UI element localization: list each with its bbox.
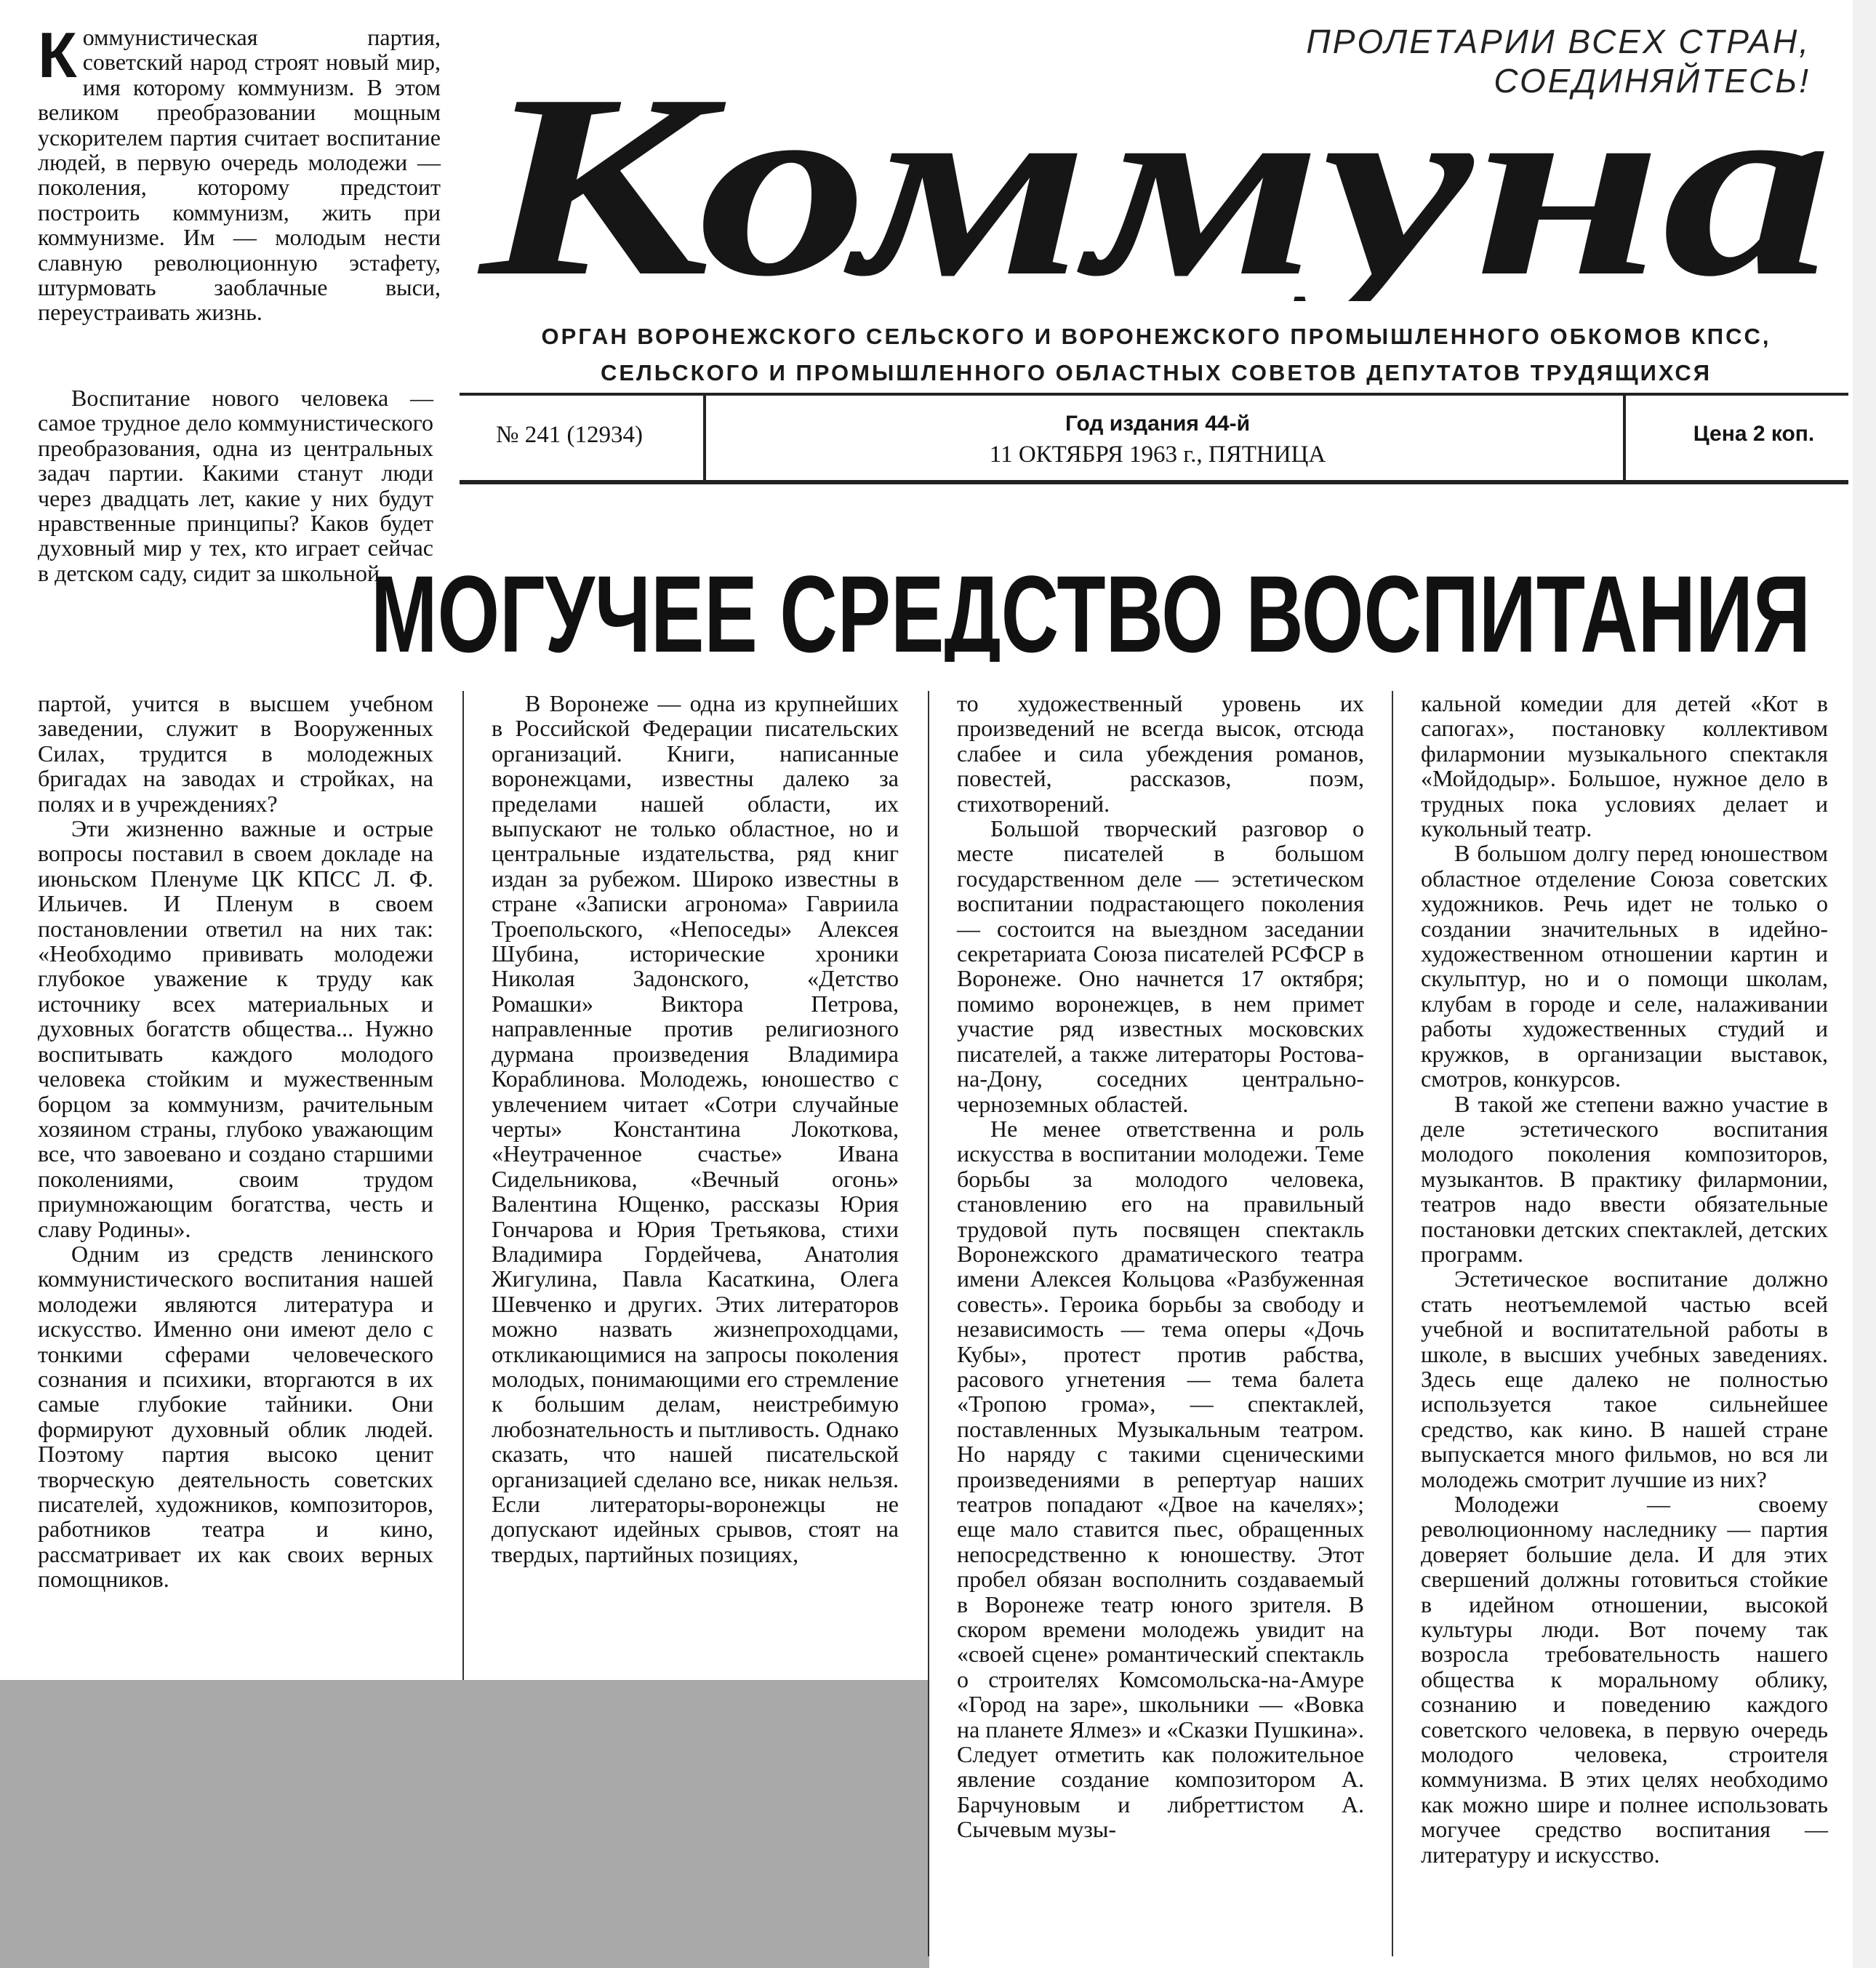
publisher-line-1: ОРГАН ВОРОНЕЖСКОГО СЕЛЬСКОГО И ВОРОНЕЖСКОГО ПРОМЫШЛЕННОГО ОБКОМОВ КПСС, — [541, 324, 1771, 349]
headline-text: МОГУЧЕЕ СРЕДСТВО ВОСПИТАНИЯ — [371, 560, 1811, 662]
article-column-4 — [1421, 691, 1828, 1867]
article-paragraph: Молодежи — своему революционному наследнику — партия доверяет большие дела. И для этих свершений должны готовиться стойкие в идейном отношении, высокой культуры люди. Вот почему так возросла требовательность нашего общества к моральному облику, сознанию и поведению каждого советского человека, в первую очередь молодого человека, строителя коммунизма. В этих целях необходимо как можно шире и полнее использовать могучее средство воспитания — литературу и искусство. — [1421, 1491, 1828, 1868]
article-paragraph: кальной комедии для детей «Кот в сапогах», постановку коллективом филармонии музыкального спектакля «Мойдодыр». Большое, нужное дело в трудных пока условиях делает и кукольный театр. — [1421, 690, 1828, 842]
article-paragraph: Не менее ответственна и роль искусства в воспитании молодежи. Теме борьбы за молодого человека, становлению его на правильный трудовой путь посвящен спектакль Воронежского драматического театра имени Алексея Кольцова «Разбуженная совесть». Героика борьбы за свободу и независимость — тема оперы «Дочь Кубы», протест против рабства, расового угнетения — тема балета «Тропою грома», — спектаклей, поставленных Музыкальным театром. Но наряду с такими сценическими произведениями в репертуар наших театров попадают «Двое на качелях»; еще мало ставится пьес, обращенных непосредственно к юношеству. Этот пробел обязан восполнить создаваемый в Воронеже театр юного зрителя. В скором времени молодежь увидит на «своей сцене» романтический спектакль о строителях Комсомольска-на-Амуре «Город на заре», школьники — «Вовка на планете Ялмез» и «Сказки Пушкина». Следует отметить как положительное явление создание композитором А. Барчуновым и либреттистом А. Сычевым музы- — [957, 1115, 1364, 1843]
info-divider — [703, 396, 706, 480]
article-headline — [334, 560, 1847, 662]
article-column-3 — [957, 691, 1364, 1842]
article-paragraph: Воспитание нового человека — самое трудное дело коммунистического преобразования, одна из центральных задач партии. Какими станут люди через двадцать лет, какие у них будут нравственные принципы? Каков будет духовный мир у тех, кто играет сейчас в детском саду, сидит за школьной — [38, 385, 433, 586]
article-paragraph: Эти жизненно важные и острые вопросы поставил в своем докладе на июньском Пленуме ЦК КПСС Л. Ф. Ильичев. И Пленум в своем постановлении ответил на них так: «Необходимо прививать молодежи глубокое уважение к труду как источнику всех материальных и духовных богатств общества... Нужно воспитывать каждого молодого человека стойким и мужественным борцом за коммунизм, рачительным хозяином страны, глубоко уважающим все, что завоевано и создано старшими поколениями, своим трудом приумножающим богатства, честь и славу Родины». — [38, 815, 433, 1242]
clipping-background — [0, 1680, 929, 1968]
article-column-2 — [492, 691, 899, 1567]
lead-text: оммунистическая партия, советский народ строят новый мир, имя которому коммунизм. В этом великом преобразовании мощным ускорителем партия считает воспитание людей, в первую очередь молодежи — поколения, которому предстоит построить коммунизм, жить при коммунизме. Им — молодым нести славную революционную эстафету, штурмовать заоблачные выси, переустраивать жизнь. — [38, 24, 441, 326]
newspaper-motto: ПРОЛЕТАРИИ ВСЕХ СТРАН, СОЕДИНЯЙТЕСЬ! — [1306, 23, 1811, 100]
issue-dateline — [707, 409, 1608, 470]
issue-price: Цена 2 коп. — [1693, 422, 1815, 446]
publisher-line-2: СЕЛЬСКОГО И ПРОМЫШЛЕННОГО ОБЛАСТНЫХ СОВЕТОВ ДЕПУТАТОВ ТРУДЯЩИХСЯ — [600, 360, 1712, 385]
edition-year: Год издания 44-й — [1065, 412, 1251, 436]
article-paragraph: то художественный уровень их произведений не всегда высок, отсюда слабее и сила убеждения романов, повестей, рассказов, поэм, стихотворений. — [957, 690, 1364, 817]
article-paragraph: партой, учится в высшем учебном заведении, служит в Вооруженных Силах, трудится в молодежных бригадах на заводах и стройках, на полях и в учреждениях? — [38, 690, 433, 817]
article-paragraph — [38, 19, 441, 326]
article-column-1-upper — [38, 385, 433, 585]
masthead-logo — [465, 61, 1847, 301]
masthead-text: Коммуна — [474, 61, 1833, 301]
article-paragraph: Большой творческий разговор о месте писателей в большом государственном деле — эстетическом воспитании подрастающего поколения — состоится на выездном заседании секретариата Союза писателей РСФСР в Воронеже. Оно начнется 17 октября; помимо воронежцев, в нем примет участие ряд известных московских писателей, а также литераторы Ростова-на-Дону, соседних центрально-черноземных областей. — [957, 815, 1364, 1117]
article-paragraph: В Воронеже — одна из крупнейших в Российской Федерации писательских организаций. Книги, написанные воронежцами, известны далеко за пределами нашей области, их выпускают не только областное, но и центральные издательства, ряд книг издан за рубежом. Широко известны в стране «Записки агронома» Гавриила Троепольского, «Непоседы» Алексея Шубина, исторические хроники Николая Задонского, «Детство Ромашки» Виктора Петрова, направленные против религиозного дурмана произведения Владимира Кораблинова. Молодежь, юношество с увлечением читает «Сотри случайные черты» Константина Локоткова, «Неутраченное счастье» Ивана Сидельникова, «Вечный огонь» Валентина Ющенко, рассказы Юрия Гончарова и Юрия Третьякова, стихи Владимира Гордейчева, Анатолия Жигулина, Павла Касаткина, Олега Шевченко и других. Этих литераторов можно назвать жизнепроходцами, откликающимися на запросы поколения молодых, понимающими его стремление к большим делам, неистребимую любознательность и пытливость. Однако сказать, что нашей писательской организацией сделано все, никак нельзя. Если литераторы-воронежцы не допускают идейных срывов, стоят на твердых, партийных позициях, — [492, 690, 899, 1567]
article-column-1-top — [38, 19, 441, 326]
page-edge — [1853, 0, 1876, 1968]
article-paragraph: Одним из средств ленинского коммунистического воспитания нашей молодежи являются литература и искусство. Именно они имеют дело с тонкими сферами человеческого сознания и психики, вторгаются в их самые глубокие тайники. Они формируют духовный облик людей. Поэтому партия высоко ценит творческую деятельность советских писателей, художников, композиторов, работников театра и кино, рассматривает их как своих верных помощников. — [38, 1240, 433, 1593]
article-column-1 — [38, 691, 433, 1592]
column-rule — [1392, 691, 1393, 1956]
publisher-line — [458, 319, 1854, 391]
column-rule — [928, 691, 929, 1956]
article-paragraph: Эстетическое воспитание должно стать неотъемлемой частью всей учебной и воспитательной работы в школе, в высших учебных заведениях. Здесь еще далеко не полностью используется такое сильнейшее средство, как кино. В нашей стране выпускается много фильмов, но вся ли молодежь смотрит лучшие из них? — [1421, 1265, 1828, 1492]
issue-date: 11 ОКТЯБРЯ 1963 г., ПЯТНИЦА — [989, 441, 1326, 468]
issue-info-bar — [460, 393, 1848, 484]
info-divider — [1623, 396, 1626, 480]
article-paragraph: В большом долгу перед юношеством областное отделение Союза советских художников. Речь идет не только о создании значительных в идейно-художественном отношении картин и скульптур, но и о помощи школам, клубам в городе и селе, налаживании работы художественных студий и кружков, в организации выставок, смотров, конкурсов. — [1421, 840, 1828, 1092]
article-paragraph: В такой же степени важно участие в деле эстетического воспитания молодого поколения композиторов, музыкантов. В практику филармонии, театров надо ввести обязательные постановки детских спектаклей, детских программ. — [1421, 1090, 1828, 1267]
column-rule — [462, 691, 464, 1680]
issue-number: № 241 (12934) — [496, 422, 643, 448]
drop-cap: К — [38, 19, 77, 91]
